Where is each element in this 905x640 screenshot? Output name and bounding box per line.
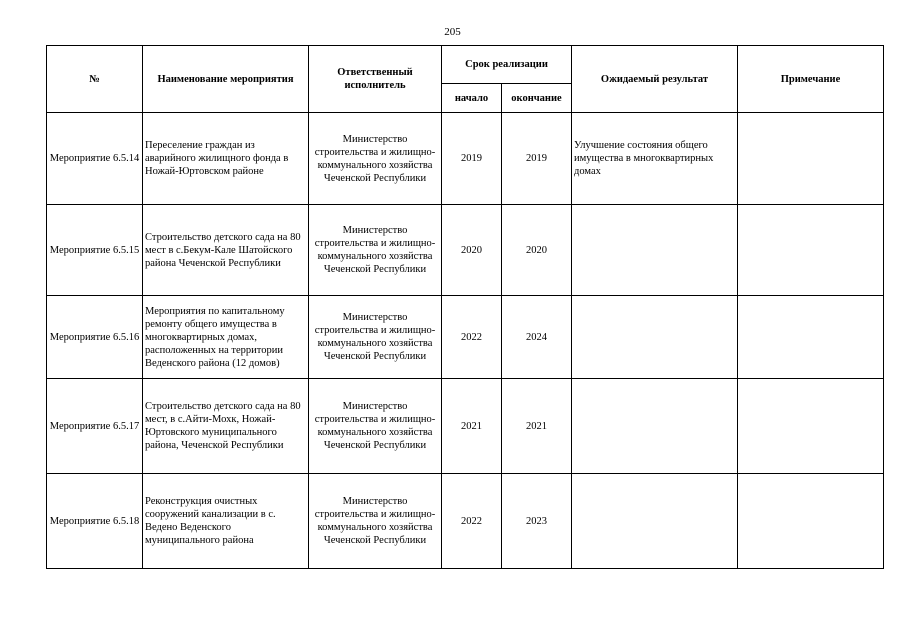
header-note: Примечание bbox=[738, 46, 884, 113]
header-start: начало bbox=[442, 84, 502, 113]
header-name: Наименование мероприятия bbox=[143, 46, 309, 113]
row-note bbox=[738, 296, 884, 379]
header-num: № bbox=[47, 46, 143, 113]
header-result: Ожидаемый результат bbox=[572, 46, 738, 113]
row-start: 2022 bbox=[442, 296, 502, 379]
row-start: 2022 bbox=[442, 474, 502, 569]
row-result bbox=[572, 296, 738, 379]
row-num: Мероприятие 6.5.18 bbox=[47, 474, 143, 569]
row-end: 2023 bbox=[502, 474, 572, 569]
row-end: 2019 bbox=[502, 113, 572, 205]
row-name: Мероприятия по капитальному ремонту общего имущества в многоквартирных домах, расположенных на территории Веденского района (12 домов) bbox=[143, 296, 309, 379]
row-result bbox=[572, 379, 738, 474]
row-name: Строительство детского сада на 80 мест в с.Бекум-Кале Шатойского района Чеченской Республики bbox=[143, 205, 309, 296]
row-num: Мероприятие 6.5.16 bbox=[47, 296, 143, 379]
page-number: 205 bbox=[444, 26, 461, 38]
row-note bbox=[738, 205, 884, 296]
header-end: окончание bbox=[502, 84, 572, 113]
table-row bbox=[47, 113, 884, 205]
row-end: 2021 bbox=[502, 379, 572, 474]
row-note bbox=[738, 474, 884, 569]
row-end: 2020 bbox=[502, 205, 572, 296]
table-header-row bbox=[47, 46, 884, 84]
row-responsible: Министерство строительства и жилищно-коммунального хозяйства Чеченской Республики bbox=[309, 113, 442, 205]
row-start: 2021 bbox=[442, 379, 502, 474]
row-responsible: Министерство строительства и жилищно-коммунального хозяйства Чеченской Республики bbox=[309, 379, 442, 474]
row-name: Переселение граждан из аварийного жилищного фонда в Ножай-Юртовском районе bbox=[143, 113, 309, 205]
row-end: 2024 bbox=[502, 296, 572, 379]
row-note bbox=[738, 379, 884, 474]
row-start: 2019 bbox=[442, 113, 502, 205]
row-num: Мероприятие 6.5.14 bbox=[47, 113, 143, 205]
row-note bbox=[738, 113, 884, 205]
header-period: Срок реализации bbox=[442, 46, 572, 84]
table-row bbox=[47, 379, 884, 474]
row-result: Улучшение состояния общего имущества в многоквартирных домах bbox=[572, 113, 738, 205]
row-num: Мероприятие 6.5.17 bbox=[47, 379, 143, 474]
row-name: Строительство детского сада на 80 мест, в с.Айти-Мохк, Ножай- Юртовского муниципального района, Чеченской Республики bbox=[143, 379, 309, 474]
table-row bbox=[47, 474, 884, 569]
table-row bbox=[47, 205, 884, 296]
row-result bbox=[572, 205, 738, 296]
measures-table bbox=[46, 45, 884, 569]
row-start: 2020 bbox=[442, 205, 502, 296]
row-num: Мероприятие 6.5.15 bbox=[47, 205, 143, 296]
row-name: Реконструкция очистных сооружений канализации в с. Ведено Веденского муниципального района bbox=[143, 474, 309, 569]
row-responsible: Министерство строительства и жилищно-коммунального хозяйства Чеченской Республики bbox=[309, 474, 442, 569]
header-responsible: Ответственный исполнитель bbox=[309, 46, 442, 113]
row-responsible: Министерство строительства и жилищно-коммунального хозяйства Чеченской Республики bbox=[309, 205, 442, 296]
row-result bbox=[572, 474, 738, 569]
row-responsible: Министерство строительства и жилищно-коммунального хозяйства Чеченской Республики bbox=[309, 296, 442, 379]
table-row bbox=[47, 296, 884, 379]
